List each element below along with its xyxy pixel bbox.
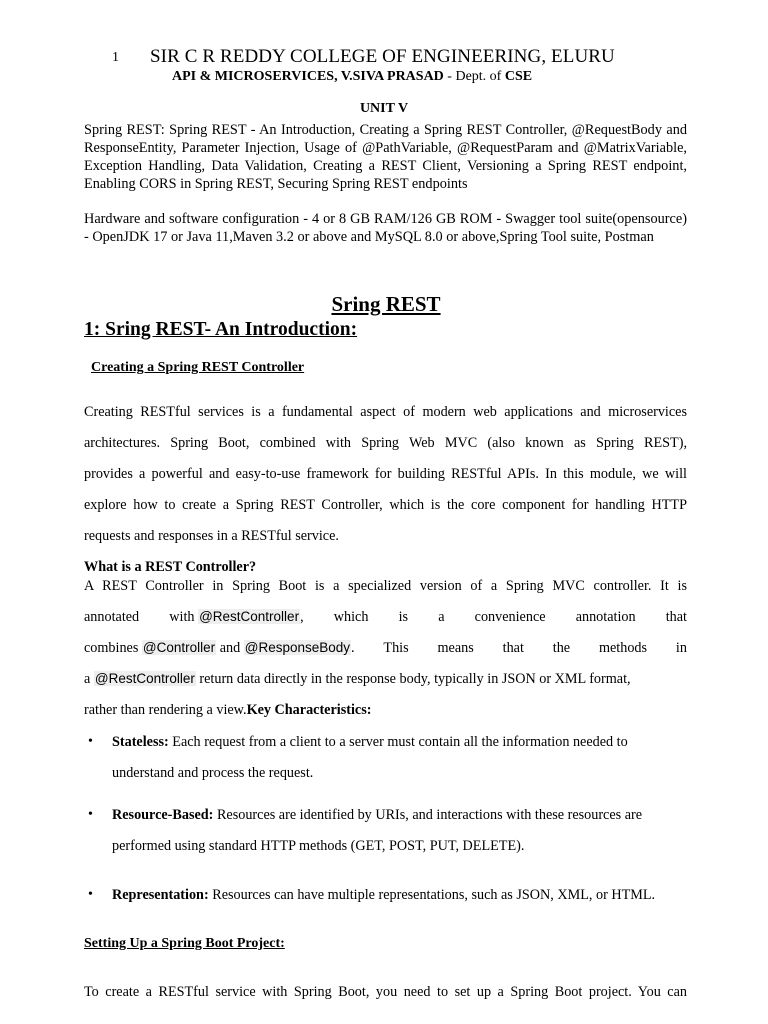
dept-prefix: - Dept. of [443, 69, 505, 84]
rc-word: This [383, 640, 409, 656]
bullet-desc: Resources can have multiple representations, such as JSON, XML, or HTML. [208, 887, 656, 903]
bullet-term: Resource-Based: [112, 807, 214, 823]
bullet-line: performed using standard HTTP methods (GET, POST, PUT, DELETE). [112, 838, 525, 854]
intro-line: Creating RESTful services is a fundamental aspect of modern web applications and microservices [84, 404, 687, 420]
rc-word: combines [84, 640, 139, 656]
rc-line [84, 640, 687, 657]
rc-word: convenience [474, 609, 546, 625]
rc-word: that [502, 640, 524, 656]
college-name: SIR C R REDDY COLLEGE OF ENGINEERING, ELURU [150, 46, 615, 67]
key-characteristics-heading: Key Characteristics: [246, 702, 372, 718]
section-heading: 1: Sring REST- An Introduction: [84, 319, 358, 340]
rc-word: a [438, 609, 445, 625]
rc-text: rather than rendering a view. [84, 702, 247, 718]
rc-word: that [665, 609, 687, 625]
course-line [172, 69, 532, 85]
rc-word: the [552, 640, 571, 656]
bullet-line [112, 887, 655, 904]
unit-heading: UNIT V [359, 101, 409, 116]
rc-word: methods [598, 640, 648, 656]
intro-line: requests and responses in a RESTful service. [84, 528, 339, 544]
rc-word: annotated [84, 609, 140, 625]
syllabus-paragraph: Spring REST: Spring REST - An Introduction, Creating a Spring REST Controller, @RequestBody and ResponseEntity, Parameter Injection, Usage of @PathVariable, @RequestParam and @MatrixVariable, Exception Handling, Data Validation, Creating a REST Client, Versioning a Spring REST endpoint, Enabling CORS in Spring REST, Securing Spring REST endpoints [84, 122, 687, 192]
setup-paragraph-line: To create a RESTful service with Spring Boot, you need to set up a Spring Boot project. You can [84, 984, 687, 1000]
code-controller: @Controller [142, 640, 216, 655]
rc-line: A REST Controller in Spring Boot is a specialized version of a Spring MVC controller. It is [84, 578, 687, 594]
bullet-marker: • [88, 807, 93, 822]
rc-combines-group [84, 640, 355, 657]
rc-word: with [169, 609, 195, 625]
code-restcontroller-2: @RestController [94, 671, 195, 686]
subheading-creating-controller: Creating a Spring REST Controller [91, 360, 305, 375]
bullet-line: understand and process the request. [112, 765, 314, 781]
code-restcontroller: @RestController [199, 609, 300, 624]
rc-line [84, 702, 687, 719]
bullet-term: Stateless: [112, 734, 169, 750]
intro-line: architectures. Spring Boot, combined with Spring Web MVC (also known as Spring REST), [84, 435, 687, 451]
rc-line [84, 609, 687, 626]
bullet-line [112, 807, 642, 824]
bullet-desc: Resources are identified by URIs, and interactions with these resources are [213, 807, 643, 823]
rc-text: return data directly in the response body, typically in JSON or XML format, [195, 671, 631, 687]
bullet-desc: Each request from a client to a server must contain all the information needed to [168, 734, 628, 750]
bullet-marker: • [88, 887, 93, 902]
what-heading: What is a REST Controller? [84, 559, 257, 575]
hardware-paragraph: Hardware and software configuration - 4 or 8 GB RAM/126 GB ROM - Swagger tool suite(opensource) - OpenJDK 17 or Java 11,Maven 3.2 or above and MySQL 8.0 or above,Spring Tool suite, Postman [84, 211, 687, 245]
rc-word: means [437, 640, 474, 656]
intro-line: provides a powerful and easy-to-use framework for building RESTful APIs. In this module, we will [84, 466, 687, 482]
course-title: API & MICROSERVICES, V.SIVA PRASAD [172, 69, 444, 84]
bullet-marker: • [88, 734, 93, 749]
rc-word: and [219, 640, 241, 656]
rc-annotation-group [169, 609, 303, 626]
rc-word: a [84, 671, 91, 687]
rc-line [84, 671, 687, 688]
bullet-line [112, 734, 628, 751]
rc-word: is [398, 609, 409, 625]
intro-line: explore how to create a Spring REST Controller, which is the core component for handling HTTP [84, 497, 687, 513]
dept-name: CSE [504, 69, 533, 84]
rc-word: in [675, 640, 687, 656]
rc-word: , [300, 609, 304, 625]
page-number: 1 [112, 50, 119, 65]
rc-word: which [333, 609, 369, 625]
document-title: Sring REST [331, 292, 441, 316]
subheading-setup-project: Setting Up a Spring Boot Project: [84, 936, 285, 951]
rc-word: annotation [575, 609, 636, 625]
rc-word: . [351, 640, 355, 656]
bullet-term: Representation: [112, 887, 209, 903]
code-responsebody: @ResponseBody [244, 640, 351, 655]
